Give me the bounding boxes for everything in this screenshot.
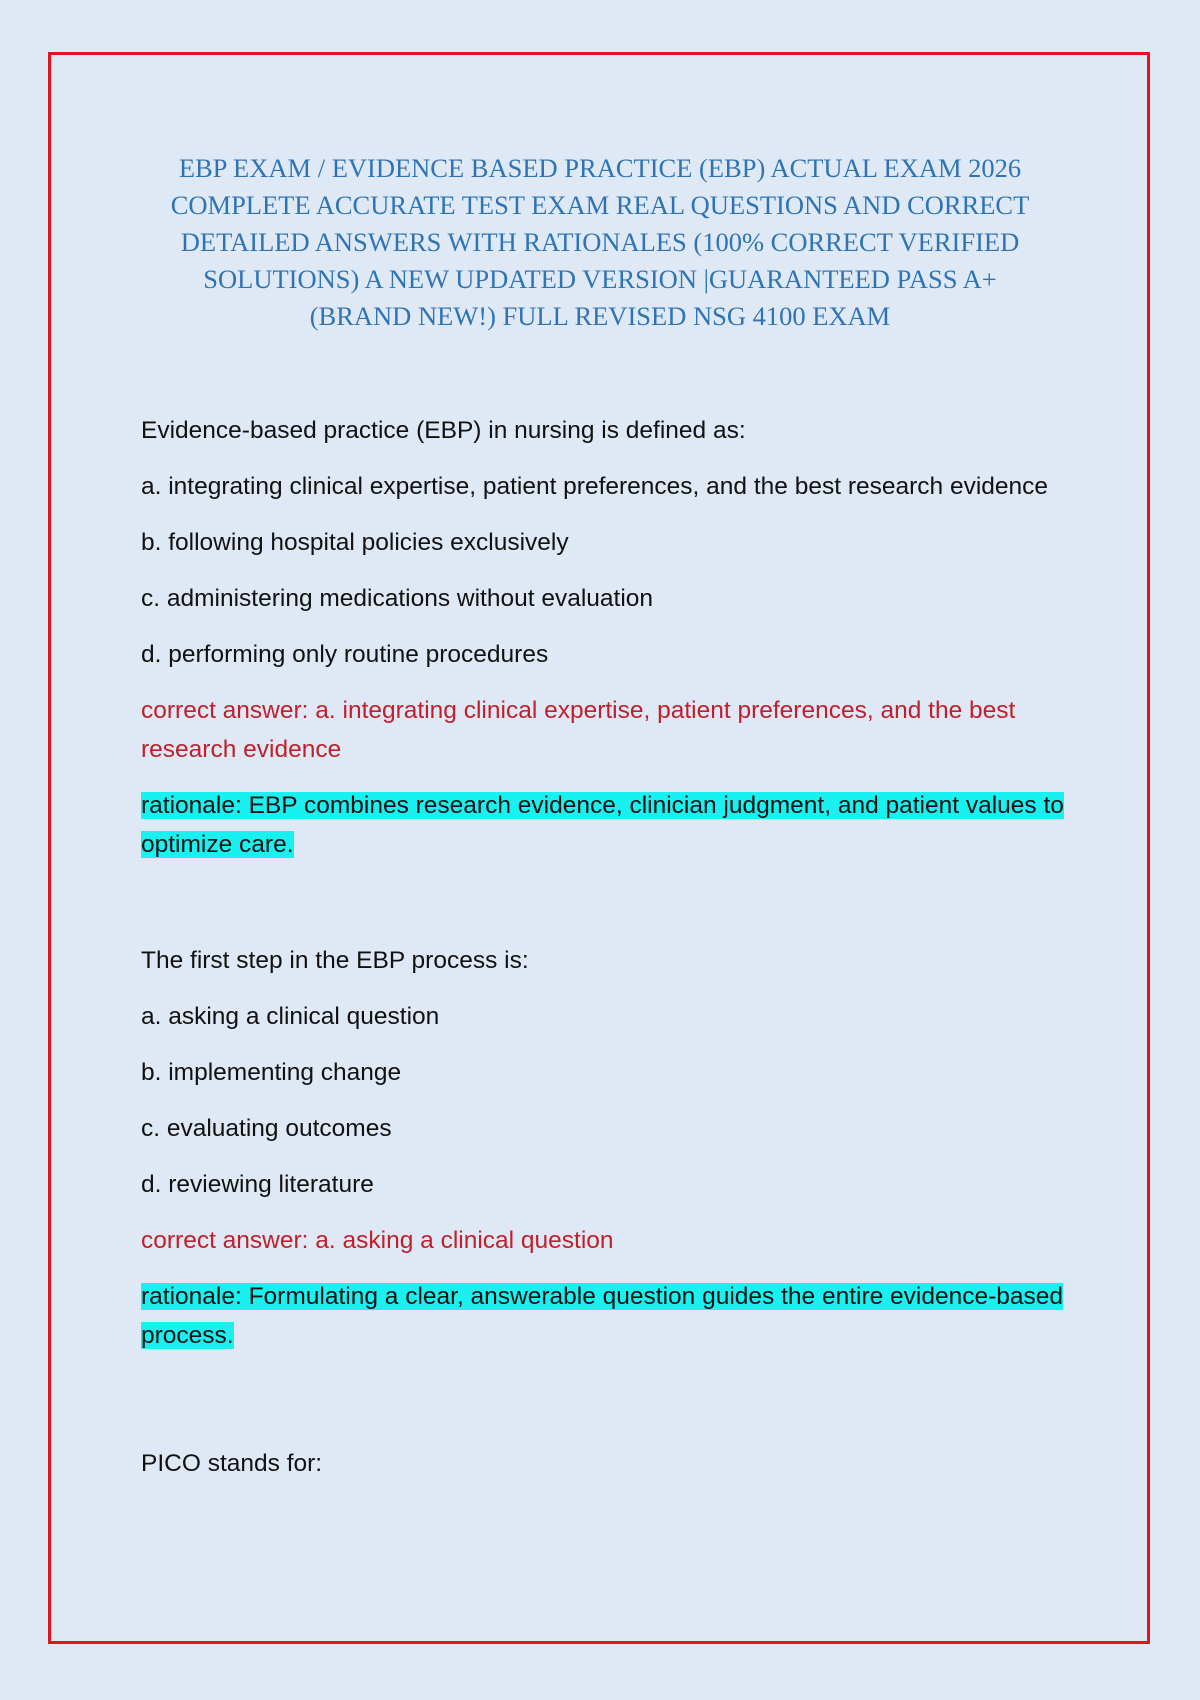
rationale — [141, 1277, 1071, 1355]
exam-content — [141, 411, 1071, 1500]
spacer — [141, 881, 1071, 941]
correct-answer: correct answer: a. asking a clinical question — [141, 1227, 614, 1254]
rationale — [141, 786, 1071, 864]
option-c: c. administering medications without evaluation — [141, 585, 654, 612]
option-b: b. implementing change — [141, 1059, 402, 1086]
document-title — [140, 150, 1060, 335]
rationale-highlight: rationale: EBP combines research evidence, clinician judgment, and patient values to optimize care. — [141, 792, 1064, 858]
spacer — [141, 1372, 1071, 1444]
question-block-2 — [141, 941, 1071, 1355]
option-a: a. asking a clinical question — [141, 1003, 440, 1030]
question-block-1 — [141, 411, 1071, 864]
option-d: d. reviewing literature — [141, 1171, 374, 1198]
question-text: Evidence-based practice (EBP) in nursing is defined as: — [141, 417, 746, 444]
title-line: DETAILED ANSWERS WITH RATIONALES (100% CORRECT VERIFIED — [180, 227, 1020, 257]
option-d: d. performing only routine procedures — [141, 641, 549, 668]
title-line: SOLUTIONS) A NEW UPDATED VERSION |GUARANTEED PASS A+ — [203, 264, 997, 294]
correct-answer: correct answer: a. integrating clinical expertise, patient preferences, and the best research evidence — [141, 697, 1016, 763]
option-a: a. integrating clinical expertise, patient preferences, and the best research evidence — [141, 473, 1049, 500]
question-block-3 — [141, 1444, 1071, 1483]
title-line: EBP EXAM / EVIDENCE BASED PRACTICE (EBP) ACTUAL EXAM 2026 — [178, 153, 1022, 183]
title-line: (BRAND NEW!) FULL REVISED NSG 4100 EXAM — [309, 301, 891, 331]
question-text: PICO stands for: — [141, 1450, 323, 1477]
rationale-highlight: rationale: Formulating a clear, answerable question guides the entire evidence-based process. — [141, 1283, 1064, 1349]
option-c: c. evaluating outcomes — [141, 1115, 392, 1142]
question-text: The first step in the EBP process is: — [141, 947, 529, 974]
option-b: b. following hospital policies exclusively — [141, 529, 569, 556]
title-line: COMPLETE ACCURATE TEST EXAM REAL QUESTIONS AND CORRECT — [170, 190, 1030, 220]
